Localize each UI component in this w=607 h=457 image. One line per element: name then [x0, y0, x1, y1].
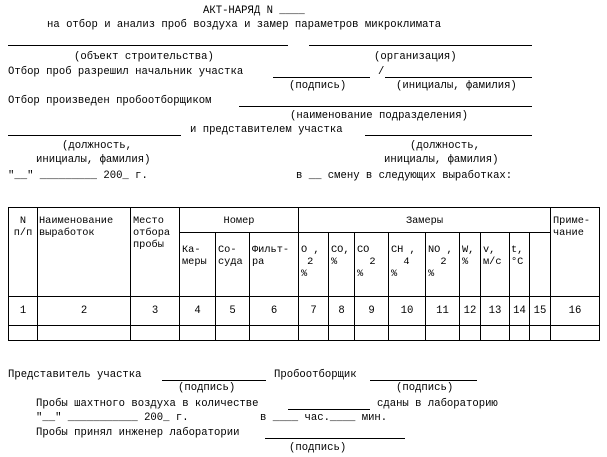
- footer-date-line: "__" ___________ 200_ г.: [36, 412, 189, 424]
- representative-line: [365, 135, 532, 136]
- column-number: 13: [488, 305, 502, 317]
- header-temperature: t, °C: [511, 244, 524, 268]
- permit-label: Отбор проб разрешил начальник участка: [8, 66, 244, 78]
- header-no2: NO , 2 %: [428, 244, 453, 280]
- permit-name-line: [385, 77, 532, 78]
- column-number: 11: [436, 305, 449, 317]
- col-divider: [130, 207, 131, 341]
- col-divider: [249, 232, 250, 341]
- shift-line: в __ смену в следующих выработках:: [296, 170, 513, 182]
- footer-sampler-line: [370, 380, 477, 381]
- permit-signature-line: [273, 77, 370, 78]
- header-co: CO, %: [331, 244, 350, 268]
- col-divider: [529, 232, 530, 341]
- header-vessel: Со- суда: [218, 244, 243, 268]
- col-divider: [509, 232, 510, 341]
- table-border-top: [8, 207, 600, 208]
- and-representative: и представителем участка: [190, 124, 343, 136]
- header-chamber: Ка- меры: [182, 244, 207, 268]
- footer-engineer-line: [265, 438, 405, 439]
- column-number: 4: [194, 305, 201, 317]
- col-divider: [328, 232, 329, 341]
- col-divider: [425, 232, 426, 341]
- col-divider: [354, 232, 355, 341]
- col-divider: [459, 232, 460, 341]
- header-velocity: v, м/с: [483, 244, 502, 268]
- column-number: 16: [568, 305, 582, 317]
- header-co2: CO 2 %: [357, 244, 376, 280]
- column-number: 10: [400, 305, 414, 317]
- footer-rep-line: [162, 380, 266, 381]
- col-divider: [215, 232, 216, 341]
- column-number: 15: [533, 305, 547, 317]
- table-header-rule: [8, 296, 600, 297]
- column-number: 1: [19, 305, 27, 317]
- column-number: 5: [229, 305, 236, 317]
- footer-count-line: [288, 409, 370, 410]
- hint-position-1a: (должность,: [62, 140, 132, 152]
- header-place: Место отбора пробы: [133, 215, 171, 251]
- footer-delivered-label: сданы в лабораторию: [377, 398, 498, 410]
- column-number: 2: [80, 305, 88, 317]
- header-filter: Фильт- ра: [252, 244, 290, 268]
- hint-position-2a: (должность,: [410, 140, 480, 152]
- hint-initials: (инициалы, фамилия): [396, 80, 517, 92]
- footer-rep-label: Представитель участка: [8, 369, 142, 381]
- hint-organization: (организация): [374, 51, 457, 63]
- footer-samples-label: Пробы шахтного воздуха в количестве: [36, 398, 259, 410]
- column-number: 7: [310, 305, 317, 317]
- footer-hint-sig-3: (подпись): [289, 442, 347, 454]
- table-subheader-rule: [179, 232, 550, 233]
- column-number: 6: [270, 305, 278, 317]
- column-number: 14: [513, 305, 526, 317]
- col-divider: [37, 207, 38, 341]
- header-number: N п/п: [13, 215, 33, 239]
- col-divider: [179, 207, 180, 341]
- footer-hint-sig-1: (подпись): [178, 382, 236, 394]
- column-number: 8: [338, 305, 345, 317]
- header-humidity: W, %: [462, 244, 475, 268]
- column-number: 3: [151, 305, 159, 317]
- footer-engineer-label: Пробы принял инженер лаборатории: [36, 427, 240, 439]
- col-divider: [298, 207, 299, 341]
- header-ch4: CH , 4 %: [391, 244, 416, 280]
- header-note: Приме- чание: [553, 215, 591, 239]
- date-line: "__" _________ 200_ г.: [8, 170, 148, 182]
- hint-signature: (подпись): [289, 80, 347, 92]
- header-o2: О , 2 %: [301, 244, 320, 280]
- table-number-row-rule: [8, 325, 600, 326]
- footer-time-line: в ____ час.____ мин.: [260, 412, 388, 424]
- column-number: 9: [368, 305, 375, 317]
- header-name: Наименование выработок: [39, 215, 114, 239]
- slash: /: [378, 66, 385, 78]
- footer-sampler-label: Пробоотборщик: [274, 369, 357, 381]
- header-number-group: Номер: [223, 215, 255, 227]
- col-border-right: [599, 207, 600, 341]
- sampler-position-line: [8, 135, 181, 136]
- act-subtitle: на отбор и анализ проб воздуха и замер параметров микроклимата: [47, 19, 442, 31]
- hint-position-1b: инициалы, фамилия): [36, 154, 151, 166]
- hint-object: (объект строительства): [74, 51, 214, 63]
- sampler-line: [239, 106, 532, 107]
- header-measurements: Замеры: [405, 215, 444, 227]
- hint-position-2b: инициалы, фамилия): [384, 154, 499, 166]
- col-divider: [480, 232, 481, 341]
- col-divider: [388, 232, 389, 341]
- footer-hint-sig-2: (подпись): [396, 382, 454, 394]
- organization-line: [309, 45, 532, 46]
- column-number: 12: [463, 305, 477, 317]
- act-title: АКТ-НАРЯД N ____: [203, 5, 305, 17]
- col-divider: [550, 207, 551, 341]
- object-line: [8, 45, 288, 46]
- hint-unit: (наименование подразделения): [290, 110, 469, 122]
- table-border-bottom: [8, 340, 600, 341]
- measurement-table: [8, 207, 600, 341]
- sampler-label: Отбор произведен пробоотборщиком: [8, 95, 212, 107]
